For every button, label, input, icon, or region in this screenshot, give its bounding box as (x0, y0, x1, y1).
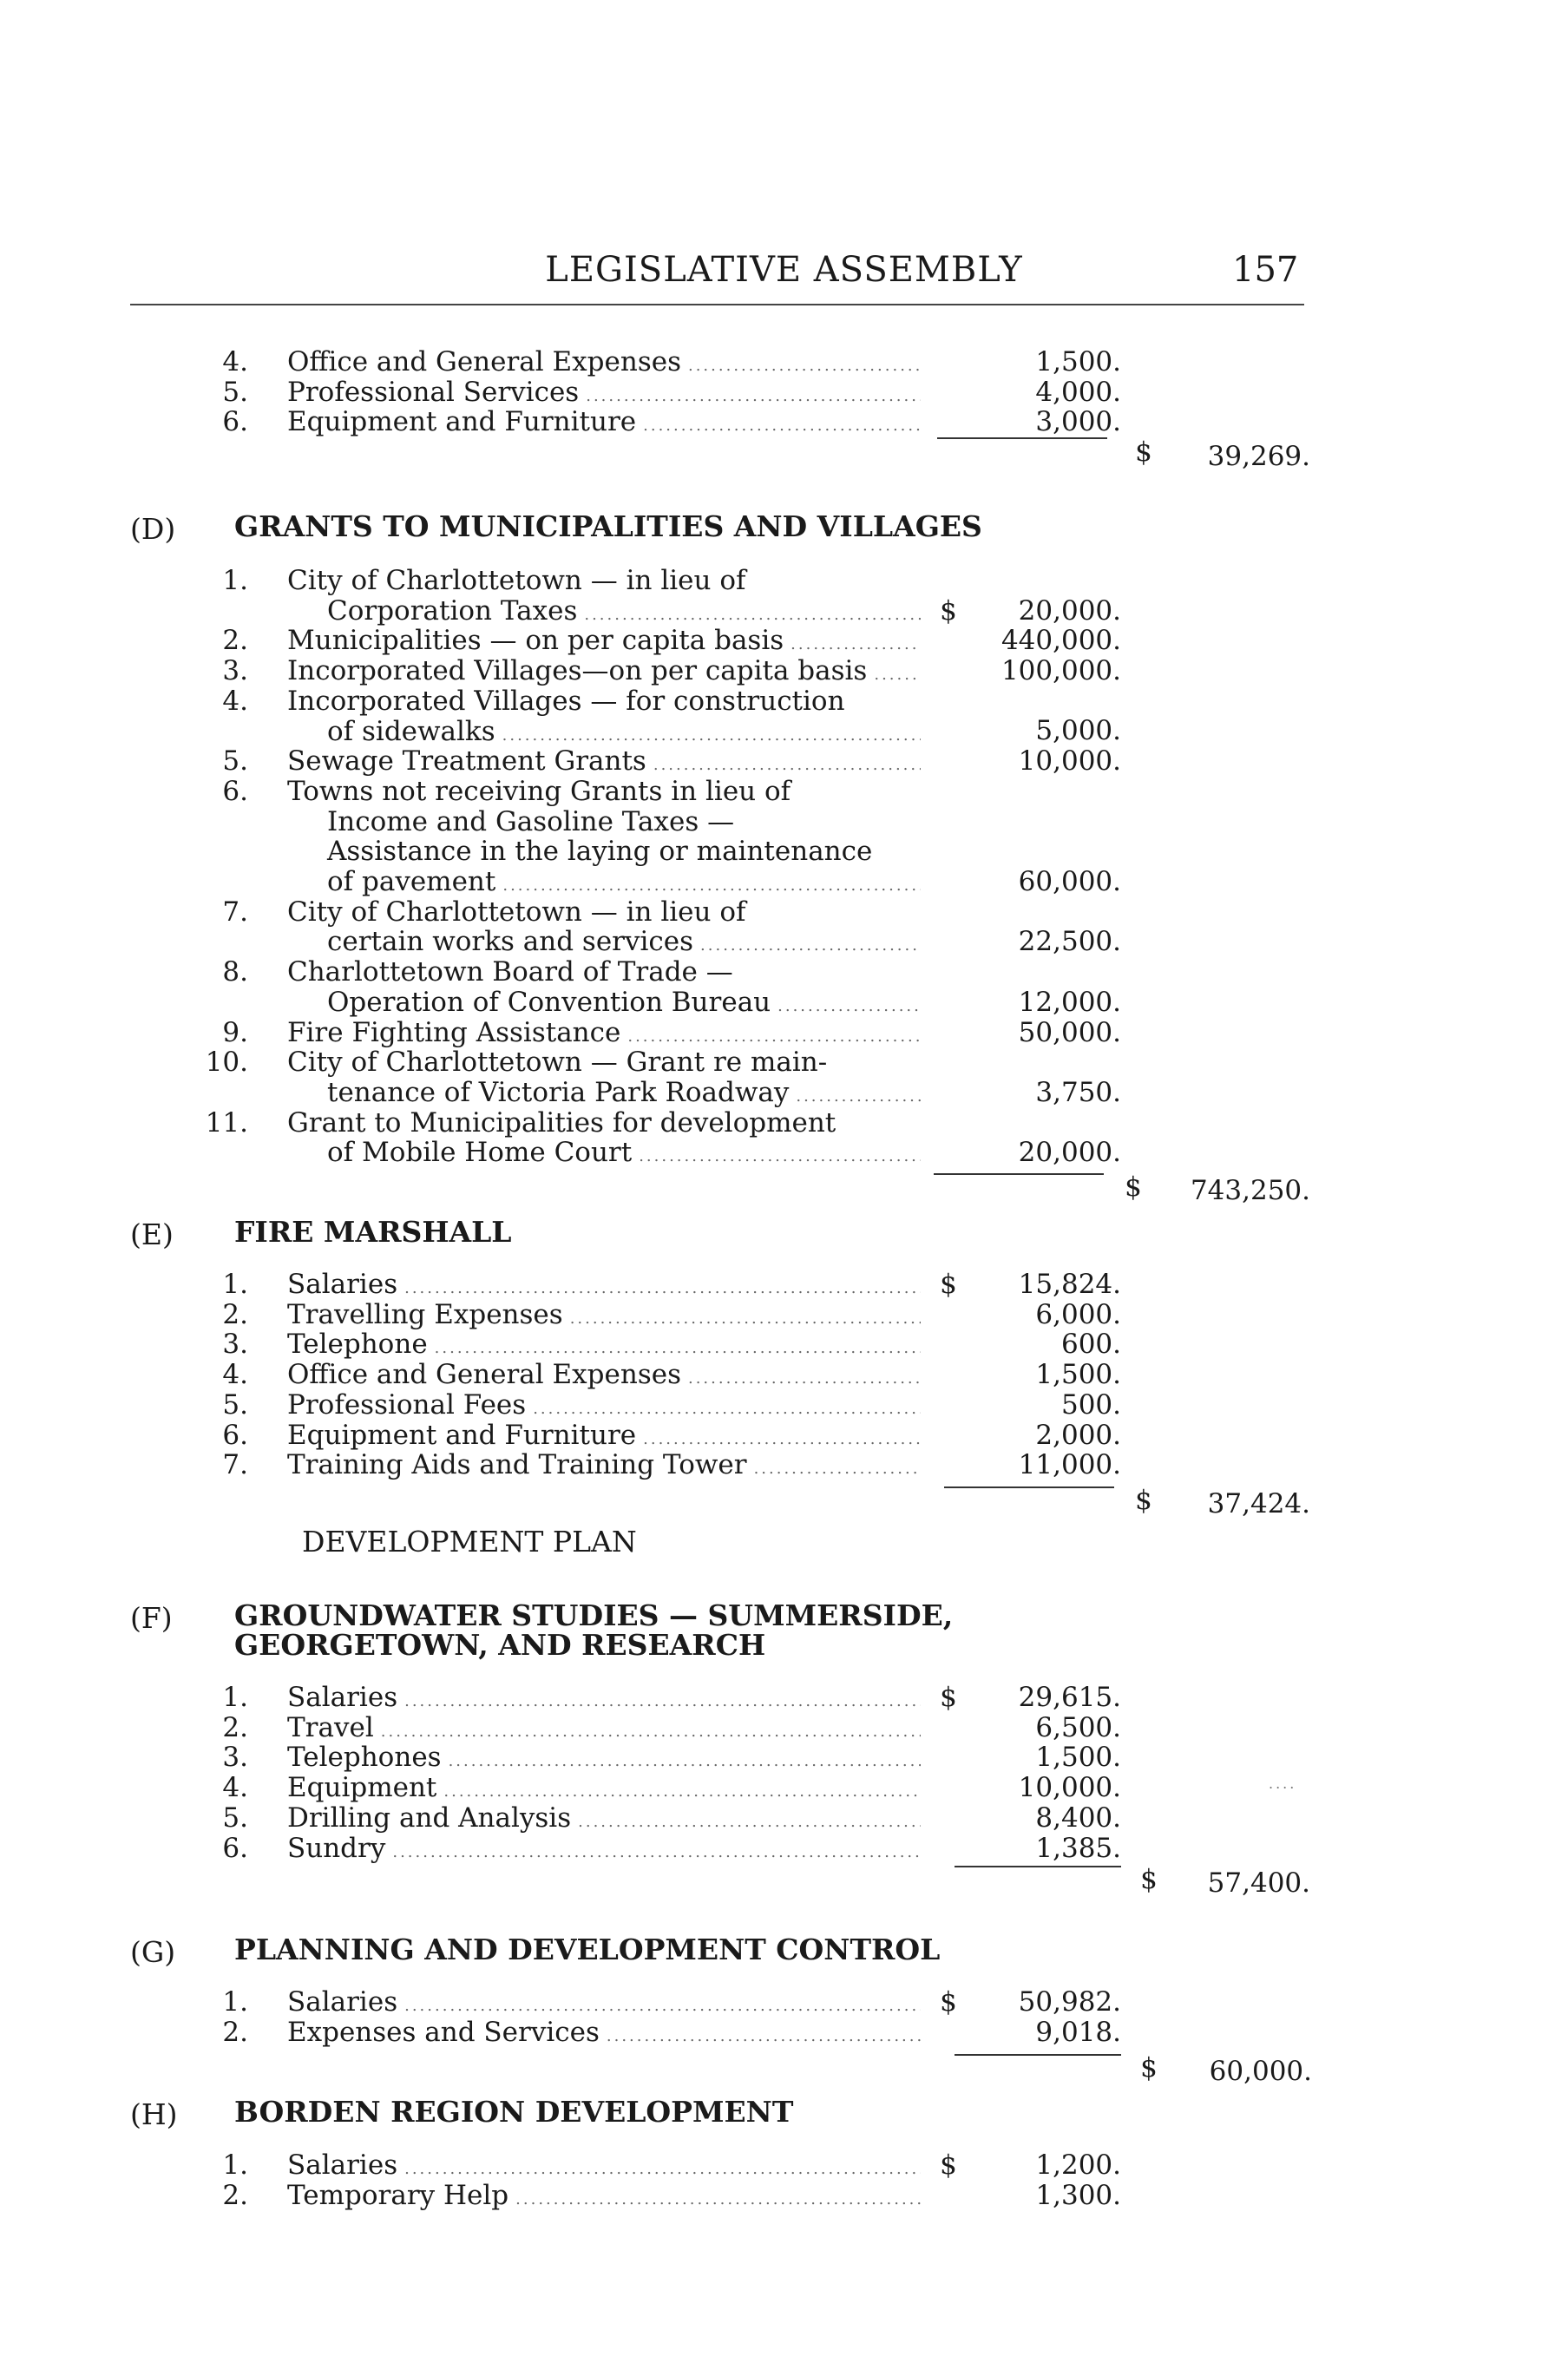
item-number: 3. (222, 655, 248, 687)
item-currency: $ (940, 1986, 957, 2018)
total-currency: $ (1140, 2052, 1158, 2084)
dot-leader (392, 1838, 921, 1868)
item-number: 9. (222, 1016, 248, 1048)
item-label-line (287, 1834, 921, 1868)
item-label (287, 1834, 921, 1868)
item-label-text: of sidewalks (327, 716, 495, 747)
item-currency: $ (940, 2149, 957, 2181)
item-label (287, 777, 921, 902)
item-amount: 50,000. (1018, 1016, 1121, 1048)
item-number: 3. (222, 1742, 248, 1774)
item-number: 1. (222, 1682, 248, 1713)
item-label-line (287, 407, 921, 442)
item-label-line: City of Charlottetown — Grant re main- (287, 1047, 828, 1078)
item-number: 5. (222, 1801, 248, 1834)
item-label (287, 2181, 921, 2215)
dot-leader (754, 1454, 921, 1485)
total-amount: 57,400. (1207, 1867, 1310, 1899)
total-rule (937, 437, 1107, 439)
section-letter: (H) (130, 2097, 178, 2131)
item-label-line: Incorporated Villages — for construction (287, 686, 845, 717)
item-label-text: Salaries (287, 1683, 398, 1713)
item-label-line: Assistance in the laying or maintenance (327, 837, 873, 867)
total-currency: $ (1125, 1171, 1142, 1203)
item-number: 10. (205, 1047, 248, 1079)
item-label (287, 897, 921, 961)
item-label-text: Salaries (287, 1987, 398, 2018)
item-amount: 500. (1060, 1388, 1121, 1421)
item-label-line: Towns not receiving Grants in lieu of (287, 776, 791, 807)
total-currency: $ (1135, 1485, 1152, 1516)
item-number: 1. (222, 565, 248, 596)
item-label-text: of Mobile Home Court (327, 1138, 633, 1169)
item-label-text: Expenses and Services (287, 2017, 600, 2048)
item-number: 7. (222, 1449, 248, 1481)
section-title (234, 1217, 512, 1247)
item-amount: 1,200. (1035, 2149, 1121, 2181)
item-label-text: Professional Services (287, 377, 580, 408)
item-number: 1. (222, 1986, 248, 2018)
item-label-text: Municipalities — on per capita basis (287, 626, 784, 657)
item-label-text: Office and General Expenses (287, 347, 681, 377)
dot-leader (643, 411, 921, 442)
section-letter: (F) (130, 1601, 173, 1635)
item-label-text: Salaries (287, 2150, 398, 2181)
item-label-text: Travelling Expenses (287, 1299, 563, 1330)
item-amount: 1,385. (1035, 1832, 1121, 1864)
development-plan-heading: DEVELOPMENT PLAN (302, 1525, 637, 1559)
item-label-text: of pavement (327, 867, 496, 897)
section-title (234, 1935, 940, 1965)
item-label (287, 686, 921, 751)
item-number: 4. (222, 685, 248, 717)
item-amount: 1,500. (1035, 346, 1121, 377)
item-label (287, 1450, 921, 1485)
item-label-text: Corporation Taxes (327, 595, 578, 627)
item-currency: $ (940, 1269, 957, 1300)
item-amount: 10,000. (1018, 1772, 1121, 1804)
item-amount: 8,400. (1035, 1801, 1121, 1834)
item-label (287, 2018, 921, 2052)
item-amount: 2,000. (1035, 1419, 1121, 1451)
item-currency: $ (940, 1682, 957, 1713)
item-number: 2. (222, 1711, 248, 1743)
dot-leader (515, 2185, 921, 2215)
item-label-text: Travel (287, 1712, 374, 1743)
page-number: 157 (1232, 250, 1299, 290)
item-number: 5. (222, 1388, 248, 1421)
item-label-text: Telephone (287, 1329, 428, 1361)
total-amount: 39,269. (1207, 441, 1310, 472)
item-amount: 1,500. (1035, 1359, 1121, 1391)
item-number: 5. (222, 376, 248, 408)
item-number: 1. (222, 2149, 248, 2181)
section-title (234, 2097, 793, 2127)
header-rule (130, 304, 1304, 305)
item-amount: 100,000. (1001, 655, 1121, 687)
item-amount: 9,018. (1035, 2016, 1121, 2048)
item-label (287, 1108, 921, 1172)
item-number: 4. (222, 346, 248, 377)
dot-leader (607, 2022, 921, 2052)
section-title-line: GRANTS TO MUNICIPALITIES AND VILLAGES (234, 509, 982, 543)
total-rule (955, 2054, 1121, 2056)
item-number: 7. (222, 896, 248, 928)
item-number: 2. (222, 2179, 248, 2211)
item-amount: 440,000. (1001, 625, 1121, 657)
item-number: 4. (222, 1772, 248, 1804)
item-label (287, 1047, 921, 1112)
total-amount: 37,424. (1207, 1488, 1310, 1519)
item-number: 2. (222, 1298, 248, 1330)
item-label-text: Sewage Treatment Grants (287, 746, 646, 778)
item-number: 2. (222, 2016, 248, 2048)
item-amount: 50,982. (1018, 1986, 1121, 2018)
item-number: 5. (222, 745, 248, 778)
item-label-text: Salaries (287, 1270, 398, 1300)
item-amount: 5,000. (1035, 715, 1121, 747)
item-number: 6. (222, 1419, 248, 1451)
item-label (287, 407, 921, 442)
section-letter: (D) (130, 512, 176, 546)
item-amount: 1,500. (1035, 1742, 1121, 1774)
item-label-line (287, 1450, 921, 1485)
item-number: 4. (222, 1359, 248, 1391)
section-title (234, 1598, 954, 1662)
item-label-text: Equipment and Furniture (287, 1420, 637, 1451)
item-number: 11. (205, 1106, 248, 1139)
item-amount: 6,500. (1035, 1711, 1121, 1743)
item-label-text: Fire Fighting Assistance (287, 1017, 621, 1048)
item-label-text: Telephones (287, 1742, 442, 1774)
item-label-text: Incorporated Villages—on per capita basis (287, 656, 868, 687)
item-amount: 29,615. (1018, 1682, 1121, 1713)
item-label-text: Training Aids and Training Tower (287, 1450, 747, 1481)
item-amount: 20,000. (1018, 594, 1121, 627)
section-title-line: GEORGETOWN, AND RESEARCH (234, 1628, 766, 1662)
item-label-text: Sundry (287, 1833, 386, 1864)
total-amount: 60,000. (1209, 2056, 1312, 2087)
item-label-text: Equipment (287, 1773, 437, 1804)
item-label-text: tenance of Victoria Park Roadway (327, 1077, 790, 1108)
item-label (287, 566, 921, 630)
item-label-line: City of Charlottetown — in lieu of (287, 896, 746, 928)
item-label-line: Charlottetown Board of Trade — (287, 957, 733, 988)
total-rule (955, 1866, 1121, 1867)
total-rule (934, 1173, 1104, 1175)
item-number: 3. (222, 1329, 248, 1361)
section-title-line: GROUNDWATER STUDIES — SUMMERSIDE, (234, 1598, 954, 1632)
item-amount: 60,000. (1018, 865, 1121, 897)
item-label-text: Temporary Help (287, 2180, 509, 2211)
item-amount: 600. (1060, 1329, 1121, 1361)
total-amount: 743,250. (1190, 1175, 1310, 1206)
item-amount: 22,500. (1018, 926, 1121, 958)
item-number: 6. (222, 406, 248, 438)
item-amount: 11,000. (1018, 1449, 1121, 1481)
item-number: 6. (222, 775, 248, 807)
item-label-line (287, 2181, 921, 2215)
item-label-line (287, 2018, 921, 2052)
item-label-text: Equipment and Furniture (287, 407, 637, 438)
item-amount: 10,000. (1018, 745, 1121, 778)
item-currency: $ (940, 594, 957, 627)
total-currency: $ (1135, 436, 1152, 468)
running-header-title: LEGISLATIVE ASSEMBLY (545, 250, 1023, 290)
item-number: 2. (222, 625, 248, 657)
item-amount: 15,824. (1018, 1269, 1121, 1300)
section-letter: (G) (130, 1935, 176, 1969)
item-label-text: Drilling and Analysis (287, 1802, 572, 1834)
item-number: 8. (222, 956, 248, 988)
item-amount: 1,300. (1035, 2179, 1121, 2211)
item-number: 1. (222, 1269, 248, 1300)
item-label-text: Office and General Expenses (287, 1360, 681, 1391)
item-amount: 12,000. (1018, 986, 1121, 1018)
section-title-line: PLANNING AND DEVELOPMENT CONTROL (234, 1933, 941, 1966)
item-amount: 6,000. (1035, 1298, 1121, 1330)
item-label (287, 957, 921, 1021)
item-label-line: Income and Gasoline Taxes — (327, 806, 735, 837)
section-title-line: BORDEN REGION DEVELOPMENT (234, 2095, 794, 2129)
item-amount: 3,750. (1035, 1076, 1121, 1108)
item-label-text: certain works and services (327, 927, 694, 958)
item-amount: 4,000. (1035, 376, 1121, 408)
item-number: 6. (222, 1832, 248, 1864)
section-letter: (E) (130, 1217, 174, 1251)
total-rule (944, 1486, 1114, 1488)
item-label-line: City of Charlottetown — in lieu of (287, 566, 746, 596)
total-currency: $ (1140, 1864, 1158, 1895)
item-label-text: Professional Fees (287, 1389, 527, 1421)
section-title (234, 509, 982, 543)
item-label-line (287, 1138, 921, 1172)
item-label-text: Operation of Convention Bureau (327, 987, 771, 1018)
item-amount: 20,000. (1018, 1137, 1121, 1169)
item-label-line: Grant to Municipalities for development (287, 1107, 836, 1139)
stray-dots: .... (1269, 1775, 1297, 1792)
dot-leader (639, 1142, 921, 1172)
item-amount: 3,000. (1035, 406, 1121, 438)
section-title-line: FIRE MARSHALL (234, 1215, 512, 1249)
